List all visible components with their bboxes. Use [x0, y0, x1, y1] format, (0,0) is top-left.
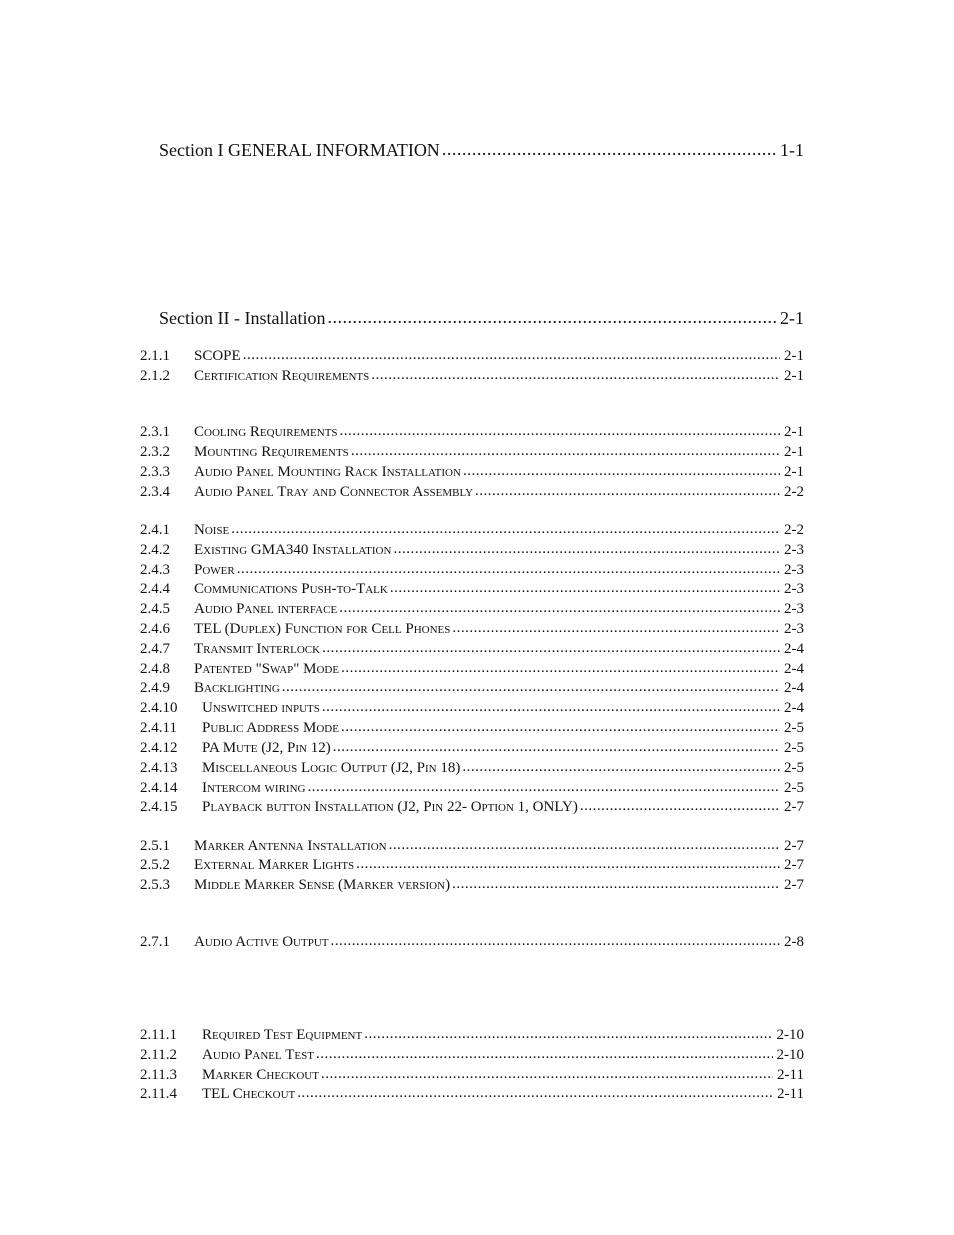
toc-page-number: 2-2 — [784, 484, 804, 500]
toc-entry-title: TEL (Duplex) Function for Cell Phones — [194, 621, 451, 637]
toc-entry-title: Noise — [194, 522, 230, 538]
dot-leader — [452, 620, 780, 637]
toc-entry[interactable] — [140, 680, 804, 697]
dot-leader — [333, 739, 780, 756]
toc-page-number: 2-3 — [784, 601, 804, 617]
dot-leader — [327, 307, 776, 328]
toc-page-number: 2-7 — [784, 838, 804, 854]
toc-entry-title: Cooling Requirements — [194, 424, 338, 440]
toc-entry[interactable] — [140, 1086, 804, 1103]
toc-entry[interactable] — [140, 621, 804, 638]
toc-entry-title: Power — [194, 562, 235, 578]
toc-entry[interactable] — [140, 444, 804, 461]
dot-leader — [351, 443, 780, 460]
toc-entry[interactable] — [140, 484, 804, 501]
toc-entry[interactable] — [140, 1067, 804, 1084]
toc-page-number: 2-5 — [784, 760, 804, 776]
dot-leader — [390, 580, 780, 597]
toc-entry[interactable] — [140, 720, 804, 737]
toc-entry-number: 2.4.4 — [140, 581, 170, 597]
toc-entry-number: 2.4.5 — [140, 601, 170, 617]
dot-leader — [371, 367, 780, 384]
toc-page-number: 2-1 — [780, 308, 804, 328]
toc-page-number: 2-7 — [784, 799, 804, 815]
dot-leader — [322, 640, 780, 657]
toc-entry[interactable] — [140, 542, 804, 559]
toc-entry-title: Backlighting — [194, 680, 280, 696]
toc-page-number: 2-1 — [784, 424, 804, 440]
toc-entry-number: 2.5.2 — [140, 857, 170, 873]
toc-entry-title: Audio Panel Tray and Connector Assembly — [194, 484, 474, 500]
toc-page-number: 1-1 — [780, 140, 804, 160]
toc-entry-number: 2.1.1 — [140, 348, 170, 364]
toc-entry-title: Marker Antenna Installation — [194, 838, 387, 854]
toc-entry[interactable] — [140, 661, 804, 678]
toc-entry[interactable] — [140, 1027, 804, 1044]
toc-entry-title: Miscellaneous Logic Output (J2, Pin 18) — [202, 760, 461, 776]
toc-page-number: 2-3 — [784, 581, 804, 597]
toc-section-title: Section II - Installation — [159, 308, 326, 328]
toc-entry[interactable] — [140, 581, 804, 598]
toc-entry-title: Audio Panel Test — [202, 1047, 314, 1063]
dot-leader — [341, 719, 780, 736]
toc-section-title: Section I GENERAL INFORMATION — [159, 140, 440, 160]
toc-entry-title: PA Mute (J2, Pin 12) — [202, 740, 331, 756]
toc-entry-number: 2.4.15 — [140, 799, 178, 815]
dot-leader — [356, 856, 780, 873]
toc-entry[interactable] — [140, 522, 804, 539]
toc-entry-title: Mounting Requirements — [194, 444, 349, 460]
dot-leader — [297, 1085, 773, 1102]
toc-entry[interactable] — [140, 700, 804, 717]
toc-entry-number: 2.11.3 — [140, 1067, 177, 1083]
toc-entry-title: Transmit Interlock — [194, 641, 321, 657]
dot-leader — [339, 600, 780, 617]
toc-entry-title: Patented "Swap" Mode — [194, 661, 340, 677]
toc-page-number: 2-11 — [777, 1067, 804, 1083]
dot-leader — [463, 463, 780, 480]
toc-page-number: 2-10 — [776, 1027, 804, 1043]
toc-entry-number: 2.4.12 — [140, 740, 178, 756]
dot-leader — [340, 423, 780, 440]
toc-entry-number: 2.4.14 — [140, 780, 178, 796]
toc-entry-number: 2.4.11 — [140, 720, 177, 736]
toc-entry-number: 2.11.1 — [140, 1027, 177, 1043]
toc-entry-number: 2.5.1 — [140, 838, 170, 854]
toc-entry-title: Communications Push-to-Talk — [194, 581, 388, 597]
dot-leader — [442, 139, 776, 160]
dot-leader — [321, 1066, 773, 1083]
toc-entry[interactable] — [140, 464, 804, 481]
toc-page-number: 2-1 — [784, 348, 804, 364]
toc-page-number: 2-4 — [784, 641, 804, 657]
dot-leader — [331, 933, 781, 950]
toc-entry[interactable] — [140, 641, 804, 658]
toc-entry[interactable] — [140, 424, 804, 441]
toc-entry-title: Middle Marker Sense (Marker version) — [194, 877, 451, 893]
toc-entry-number: 2.4.3 — [140, 562, 170, 578]
dot-leader — [462, 759, 780, 776]
toc-page-number: 2-7 — [784, 877, 804, 893]
toc-entry-number: 2.11.4 — [140, 1086, 177, 1102]
toc-entry[interactable] — [140, 368, 804, 385]
toc-section-1[interactable] — [159, 140, 804, 161]
toc-page-number: 2-5 — [784, 740, 804, 756]
toc-entry[interactable] — [140, 601, 804, 618]
toc-page-number: 2-7 — [784, 857, 804, 873]
toc-entry-title: SCOPE — [194, 348, 241, 364]
toc-entry-title: Audio Panel Mounting Rack Installation — [194, 464, 461, 480]
toc-entry[interactable] — [140, 838, 804, 855]
toc-entry-title: Public Address Mode — [202, 720, 339, 736]
toc-entry-number: 2.3.4 — [140, 484, 170, 500]
toc-entry-title: Playback button Installation (J2, Pin 22- Option 1, ONLY) — [202, 799, 578, 815]
toc-entry[interactable] — [140, 562, 804, 579]
toc-entry-title: Audio Active Output — [194, 934, 329, 950]
toc-entry-title: Required Test Equipment — [202, 1027, 363, 1043]
dot-leader — [282, 679, 780, 696]
toc-entry-number: 2.3.1 — [140, 424, 170, 440]
dot-leader — [452, 876, 780, 893]
toc-page-number: 2-3 — [784, 562, 804, 578]
dot-leader — [237, 561, 780, 578]
toc-page-number: 2-5 — [784, 720, 804, 736]
toc-entry-number: 2.4.1 — [140, 522, 170, 538]
toc-entry-number: 2.4.10 — [140, 700, 178, 716]
toc-entry-number: 2.4.6 — [140, 621, 170, 637]
toc-page-number: 2-1 — [784, 464, 804, 480]
toc-entry-number: 2.3.3 — [140, 464, 170, 480]
toc-entry-number: 2.1.2 — [140, 368, 170, 384]
toc-entry-number: 2.11.2 — [140, 1047, 177, 1063]
dot-leader — [393, 541, 780, 558]
toc-page-number: 2-4 — [784, 700, 804, 716]
toc-entry[interactable] — [140, 857, 804, 874]
dot-leader — [475, 483, 780, 500]
toc-entry-number: 2.5.3 — [140, 877, 170, 893]
toc-entry[interactable] — [140, 799, 804, 816]
dot-leader — [364, 1026, 772, 1043]
toc-page-number: 2-11 — [777, 1086, 804, 1102]
dot-leader — [243, 347, 780, 364]
toc-entry-title: Audio Panel interface — [194, 601, 338, 617]
dot-leader — [341, 660, 780, 677]
toc-entry-number: 2.4.13 — [140, 760, 178, 776]
toc-entry[interactable] — [140, 780, 804, 797]
toc-entry-number: 2.4.7 — [140, 641, 170, 657]
toc-section-2[interactable] — [159, 308, 804, 329]
toc-entry-number: 2.4.9 — [140, 680, 170, 696]
toc-entry-title: Existing GMA340 Installation — [194, 542, 392, 558]
dot-leader — [231, 521, 780, 538]
toc-entry-number: 2.4.8 — [140, 661, 170, 677]
dot-leader — [316, 1046, 773, 1063]
toc-page-number: 2-1 — [784, 444, 804, 460]
toc-page-number: 2-4 — [784, 680, 804, 696]
dot-leader — [580, 798, 780, 815]
toc-entry[interactable] — [140, 934, 804, 951]
toc-page-number: 2-4 — [784, 661, 804, 677]
dot-leader — [322, 699, 780, 716]
toc-page-number: 2-2 — [784, 522, 804, 538]
toc-page-number: 2-3 — [784, 542, 804, 558]
toc-entry[interactable] — [140, 348, 804, 365]
toc-entry-title: Intercom wiring — [202, 780, 306, 796]
toc-entry-number: 2.3.2 — [140, 444, 170, 460]
toc-entry-title: Certification Requirements — [194, 368, 370, 384]
dot-leader — [389, 837, 780, 854]
dot-leader — [307, 779, 780, 796]
toc-page-number: 2-1 — [784, 368, 804, 384]
toc-entry-title: Unswitched inputs — [202, 700, 320, 716]
toc-entry[interactable] — [140, 740, 804, 757]
toc-entry-number: 2.7.1 — [140, 934, 170, 950]
toc-page-number: 2-10 — [776, 1047, 804, 1063]
toc-entry[interactable] — [140, 760, 804, 777]
toc-entry-title: External Marker Lights — [194, 857, 355, 873]
toc-page-number: 2-8 — [784, 934, 804, 950]
toc-entry-title: Marker Checkout — [202, 1067, 319, 1083]
toc-page-number: 2-3 — [784, 621, 804, 637]
toc-entry[interactable] — [140, 877, 804, 894]
toc-page-number: 2-5 — [784, 780, 804, 796]
toc-entry-number: 2.4.2 — [140, 542, 170, 558]
toc-entry-title: TEL Checkout — [202, 1086, 296, 1102]
toc-entry[interactable] — [140, 1047, 804, 1064]
